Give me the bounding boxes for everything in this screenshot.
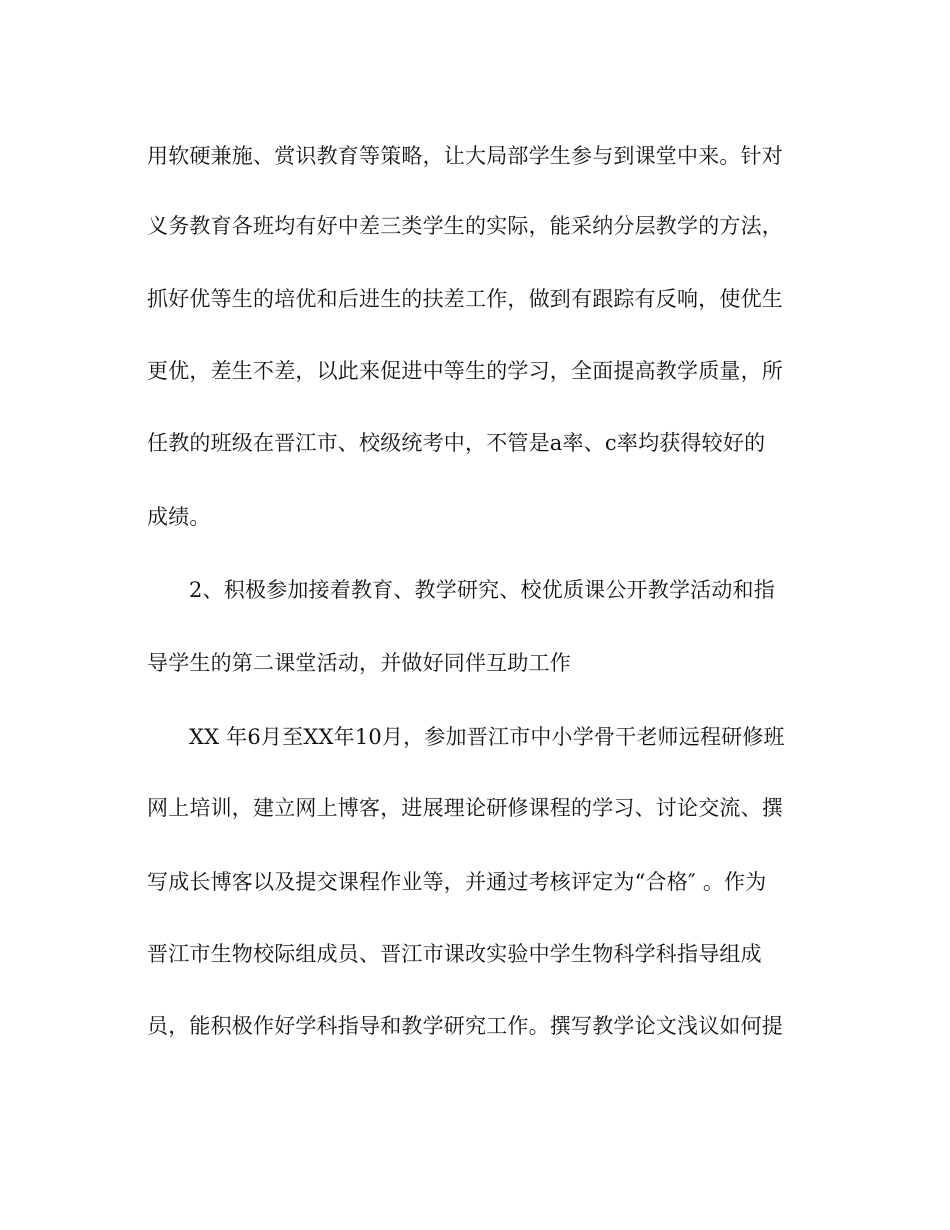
paragraph-line: 成绩。 [147, 505, 211, 529]
paragraph-line: 任教的班级在晋江市、校级统考中，不管是a率、c率均获得较好的 [147, 431, 766, 455]
paragraph-line: 员，能积极作好学科指导和教学研究工作。撰写教学论文浅议如何提 [147, 1014, 783, 1038]
paragraph-line: 写成长博客以及提交课程作业等，并通过考核评定为“合格″ 。作为 [147, 870, 767, 894]
paragraph-line: 抓好优等生的培优和后进生的扶差工作，做到有跟踪有反响，使优生 [147, 287, 783, 311]
paragraph-line: 2、积极参加接着教育、教学研究、校优质课公开教学活动和指 [189, 578, 775, 602]
paragraph-line: 用软硬兼施、赏识教育等策略，让大局部学生参与到课堂中来。针对 [147, 144, 783, 168]
paragraph-line: 更优，差生不差，以此来促进中等生的学习，全面提高教学质量，所 [147, 359, 783, 383]
paragraph-line: 晋江市生物校际组成员、晋江市课改实验中学生物科学科指导组成 [147, 942, 762, 966]
paragraph-line: 导学生的第二课堂活动，并做好同伴互助工作 [147, 651, 571, 675]
paragraph-line: 义务教育各班均有好中差三类学生的实际，能采纳分层教学的方法， [147, 214, 783, 238]
paragraph-line: 网上培训，建立网上博客，进展理论研修课程的学习、讨论交流、撰 [147, 796, 783, 820]
paragraph-line: XX 年6月至XX年10月，参加晋江市中小学骨干老师远程研修班 [189, 725, 785, 749]
